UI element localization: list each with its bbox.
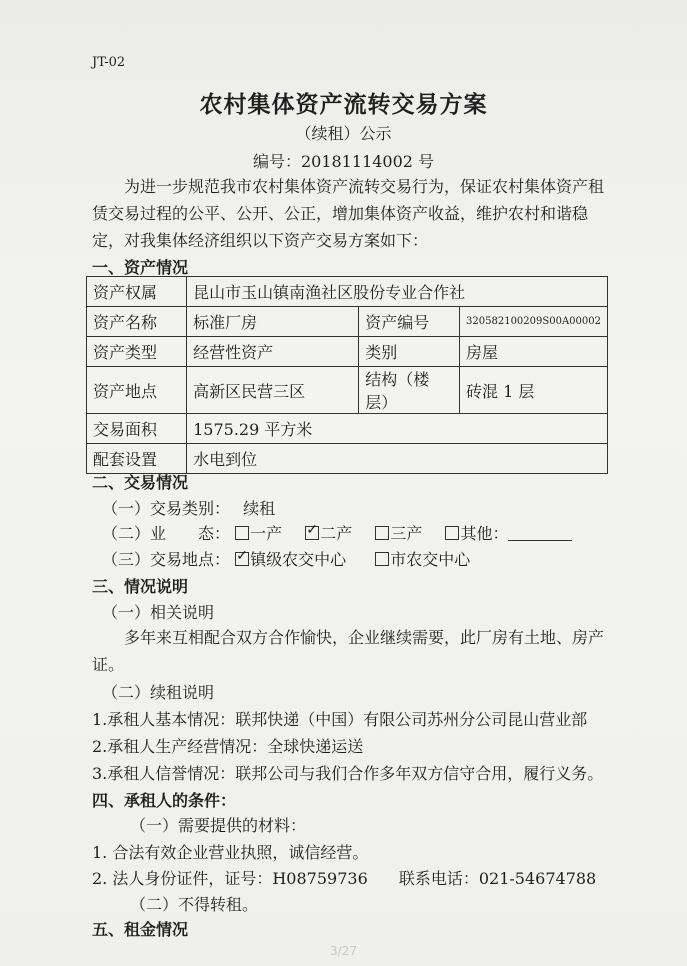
document-code: JT-02	[92, 55, 126, 70]
document-title: 农村集体资产流转交易方案	[199, 91, 488, 118]
checkbox-label: 镇级农交中心	[250, 550, 347, 569]
table-cell-label: 资产类型	[87, 337, 187, 367]
checkbox-label: 一产	[250, 524, 283, 543]
table-cell-value: 水电到位	[187, 444, 608, 474]
table-cell-value: 1575.29 平方米	[187, 414, 608, 444]
table-row	[87, 444, 608, 474]
document-number: 编号：20181114002 号	[252, 152, 435, 171]
explanation-sub1: （一）相关说明	[102, 603, 215, 622]
lessee-item: 1.承租人基本情况：联邦快递（中国）有限公司苏州分公司昆山营业部	[92, 710, 588, 729]
lessee-item: 3.承租人信誉情况：联邦公司与我们合作多年双方信守合用，履行义务。	[92, 764, 604, 783]
checkbox-primary-industry[interactable]	[235, 526, 249, 540]
table-cell-value: 房屋	[460, 337, 608, 367]
table-cell-label: 资产权属	[87, 277, 187, 307]
other-blank-line	[508, 526, 572, 541]
section-explanation-heading: 三、情况说明	[92, 577, 189, 596]
table-cell-value: 标准厂房	[187, 307, 359, 337]
table-cell-value: 高新区民营三区	[187, 367, 359, 414]
trade-place-row	[102, 547, 470, 570]
table-cell-label: 资产名称	[87, 307, 187, 337]
contact-phone-text: 联系电话：021-54674788	[398, 869, 597, 888]
checkbox-secondary-industry[interactable]	[305, 526, 319, 540]
checkbox-label: 其他：	[460, 524, 509, 543]
checkbox-label: 二产	[320, 524, 353, 543]
checkbox-city-center[interactable]	[375, 552, 389, 566]
table-cell-label: 类别	[359, 337, 460, 367]
table-cell-label: 结构（楼层）	[359, 367, 460, 414]
asset-table	[86, 276, 608, 474]
table-cell-value: 320582100209S00A00002	[460, 307, 608, 337]
table-cell-label: 配套设置	[87, 444, 187, 474]
table-row	[87, 307, 608, 337]
table-row	[87, 277, 608, 307]
trade-type-value: 续租	[243, 499, 276, 518]
checkbox-label: 三产	[390, 524, 423, 543]
table-cell-value: 昆山市玉山镇南渔社区股份专业合作社	[187, 277, 608, 307]
explanation-text: 多年来互相配合双方合作愉快，企业继续需要，此厂房有土地、房产证。	[92, 628, 605, 674]
section-conditions-heading: 四、承租人的条件：	[92, 791, 237, 810]
conditions-sub1: （一）需要提供的材料：	[130, 816, 307, 835]
table-row	[87, 414, 608, 444]
section-assets-heading: 一、资产情况	[92, 258, 189, 277]
table-cell-label: 交易面积	[87, 414, 187, 444]
id-number-text: 2. 法人身份证件，证号：H08759736	[92, 869, 368, 888]
checkbox-tertiary-industry[interactable]	[375, 526, 389, 540]
table-cell-value: 经营性资产	[187, 337, 359, 367]
conditions-sub2: （二）不得转租。	[130, 895, 259, 914]
document-subtitle: （续租）公示	[295, 124, 392, 143]
page-number: 3/27	[330, 944, 357, 958]
industry-row	[102, 521, 572, 544]
trade-type-label: （一）交易类别：	[102, 499, 231, 518]
conditions-item: 1. 合法有效企业营业执照，诚信经营。	[92, 843, 369, 862]
conditions-item	[92, 866, 596, 889]
section-trade-heading: 二、交易情况	[92, 473, 189, 492]
explanation-sub2: （二）续租说明	[102, 683, 215, 702]
table-row	[87, 367, 608, 414]
intro-paragraph: 为进一步规范我市农村集体资产流转交易行为，保证农村集体资产租赁交易过程的公平、公开、公正，增加集体资产收益，维护农村和谐稳定，对我集体经济组织以下资产交易方案如下：	[92, 177, 605, 250]
trade-type-row	[102, 496, 275, 519]
lessee-item: 2.承租人生产经营情况：全球快递运送	[92, 737, 364, 756]
checkbox-other-industry[interactable]	[445, 526, 459, 540]
table-cell-value: 砖混 1 层	[460, 367, 608, 414]
trade-place-label: （三）交易地点：	[102, 550, 231, 569]
table-row	[87, 337, 608, 367]
section-rent-heading: 五、租金情况	[92, 920, 189, 939]
industry-label: （二）业 态：	[102, 524, 231, 543]
table-cell-label: 资产编号	[359, 307, 460, 337]
checkbox-town-center[interactable]	[235, 552, 249, 566]
checkbox-label: 市农交中心	[390, 550, 471, 569]
table-cell-label: 资产地点	[87, 367, 187, 414]
